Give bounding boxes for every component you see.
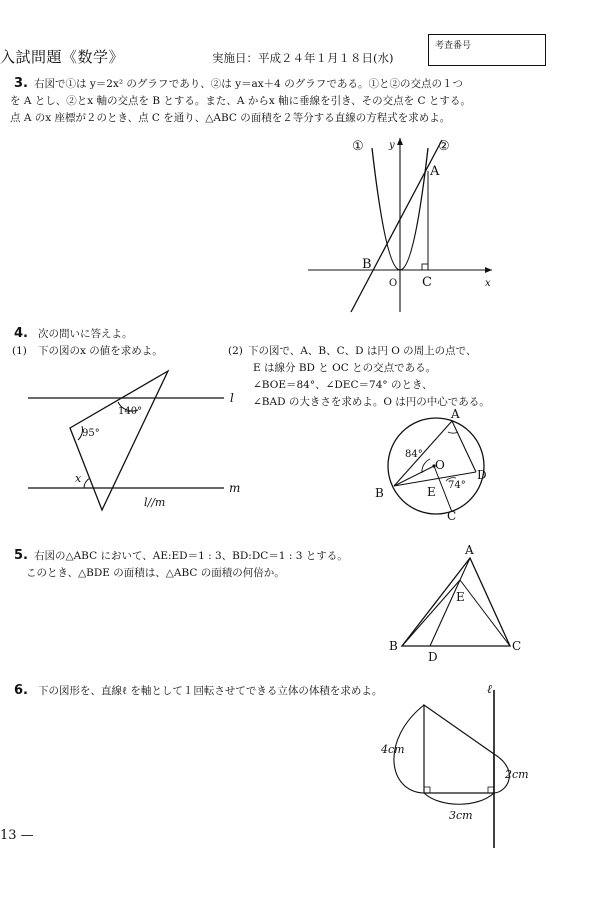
q5-point-e: E [456,590,465,604]
q4-1-parallel: l//m [144,496,166,509]
q6-number: 6. [14,683,28,698]
q4-2-point-a: A [451,407,460,421]
q3-y-axis-label: y [389,140,395,151]
q3-label-1: ① [352,139,364,154]
q5-point-d: D [428,650,438,664]
q3-point-b: B [362,257,372,272]
page-title: 入試問題《数学》 [0,48,125,66]
q5-line-1: 右図の△ABC において、AE:ED＝1 : 3、BD:DC＝1 : 3 とする。 [34,550,348,562]
q5-point-a: A [465,543,474,557]
q4-2-point-c: C [447,509,457,523]
q3-point-c: C [422,275,432,290]
q4-2-angle-74: 74° [448,480,466,491]
q6-text: 下の図形を、直線ℓ を軸として１回転させてできる立体の体積を求めよ。 [38,685,383,697]
q3-line-2: を A とし、②とx 軸の交点を B とする。また、A からx 軸に垂線を引き、その交点を C とする。 [10,95,471,107]
q4-part2-label: (2) [228,345,243,357]
q5-point-b: B [389,639,398,653]
q3-label-2: ② [438,139,450,154]
q3-point-a: A [430,164,440,179]
q3-origin-label: O [389,278,398,289]
q4-1-x-label: x [75,472,82,485]
q4-2-point-e: E [427,485,436,499]
q6-left-length: 4cm [381,743,405,756]
q4-1-line-l: l [230,391,234,405]
q6-axis-label: ℓ [487,682,492,696]
q6-right-length: 2cm [505,768,529,781]
q3-x-axis-label: x [485,278,491,289]
q4-part1-label: (1) [12,345,27,357]
q4-part2-line-3: ∠BOE＝84°、∠DEC＝74° のとき、 [253,379,433,391]
q4-2-point-o: O [435,458,445,472]
q4-part2-line-2: E は線分 BD と OC との交点である。 [253,362,437,374]
q5-line-2: このとき、△BDE の面積は、△ABC の面積の何倍か。 [26,567,285,579]
exam-number-label: 考査番号 [435,41,472,51]
q4-1-line-m: m [229,481,241,495]
q4-part1-text: 下の図のx の値を求めよ。 [38,345,163,357]
page-number: 13 — [0,828,34,843]
q3-line-3: 点 A のx 座標が２のとき、点 C を通り、△ABC の面積を２等分する直線の方程式を求めよ。 [10,112,451,124]
q4-2-angle-84: 84° [405,449,423,460]
q5-point-c: C [512,639,522,653]
q4-2-point-d: D [477,468,487,482]
q3-line-1: 右図で①は y＝2x² のグラフであり、②は y＝ax＋4 のグラフである。①と②の交点の１つ [34,78,464,90]
q4-2-point-b: B [375,486,384,500]
q4-part2-line-1: 下の図で、A、B、C、D は円 O の周上の点で、 [248,345,477,357]
q4-1-angle-95: 95° [82,428,100,439]
q4-number: 4. [14,326,28,341]
q4-1-angle-140: 140° [118,406,143,417]
q4-part2-line-4: ∠BAD の大きさを求めよ。O は円の中心である。 [253,396,490,408]
q6-bottom-length: 3cm [449,809,473,822]
q5-number: 5. [14,548,28,563]
exam-date: 実施日：平成２４年１月１８日(水) [212,51,394,65]
q3-number: 3. [14,76,28,91]
q4-intro: 次の問いに答えよ。 [38,328,133,340]
